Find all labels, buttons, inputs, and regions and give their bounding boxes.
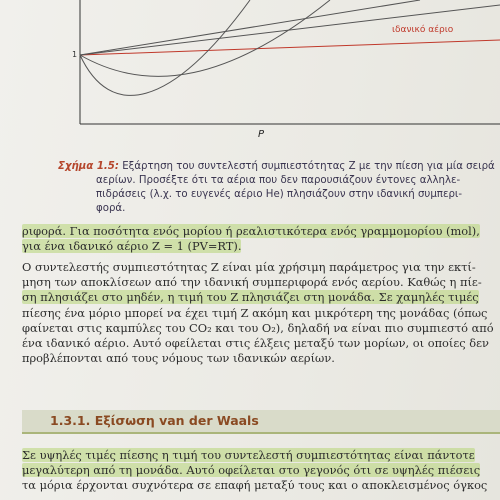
highlight: Σε υψηλές τιμές πίεσης η τιμή του συντελεστή συμπιεστότητας είναι πάντοτε	[22, 448, 475, 462]
curve-dip-deep	[80, 0, 250, 95]
text-line	[22, 239, 492, 254]
caption-line-2: αερίων. Προσέξτε ότι τα αέρια που δεν παρουσιάζουν έντονες αλληλε-	[96, 175, 461, 186]
plot-svg	[0, 0, 500, 150]
text-line: ένα ιδανικό αέριο. Αυτό οφείλεται στις έλξεις μεταξύ των μορίων, οι οποίες δεν	[22, 336, 489, 351]
text-line: Ο συντελεστής συμπιεστότητας Z είναι μία χρήσιμη παράμετρος για την εκτί-	[22, 260, 476, 274]
caption-line-1	[58, 160, 495, 174]
text-line: προβλέπονται από τους νόμους των ιδανικών αερίων.	[22, 351, 335, 366]
figure-compressibility-plot	[0, 0, 500, 150]
caption-label: Σχήμα 1.5:	[58, 161, 119, 172]
section-title: 1.3.1. Εξίσωση van der Waals	[50, 413, 259, 428]
highlight: ση πλησιάζει στο μηδέν, η τιμή του Z πλησιάζει στη μονάδα. Σε χαμηλές τιμές	[22, 290, 479, 305]
highlight: ριφορά. Για ποσότητα ενός μορίου ή ρεαλιστικότερα ενός γραμμομορίου (mol),	[22, 224, 480, 238]
text-line: πίεσης ένα μόριο μπορεί να έχει τιμή Z ακόμη και μικρότερη της μονάδας (όπως	[22, 305, 488, 320]
y-tick-one: 1	[72, 50, 78, 59]
curve-dip-small	[80, 0, 330, 76]
figure-caption	[58, 160, 495, 216]
paragraph-compressibility	[22, 260, 492, 366]
text-line	[22, 448, 492, 463]
text-line: φαίνεται στις καμπύλες του CO₂ και του O₂), δηλαδή να είναι πιο συμπιεστό από	[22, 320, 494, 335]
paragraph-ideal-gas	[22, 224, 492, 254]
curve-moderate	[80, 0, 420, 55]
caption-line-3: πιδράσεις (λ.χ. το ευγενές αέριο He) πλησιάζουν στην ιδανική συμπερι-	[96, 189, 463, 200]
text-line: τα μόρια έρχονται συχνότερα σε επαφή μεταξύ τους και ο αποκλεισμένος όγκος	[22, 478, 488, 493]
caption-text-1: Εξάρτηση του συντελεστή συμπιεστότητας Z με την πίεση για μία σειρά	[122, 161, 495, 172]
x-axis-label: P	[258, 129, 265, 140]
highlight: μεγαλύτερη από τη μονάδα. Αυτό οφείλεται στο γεγονός ότι σε υψηλές πιέσεις	[22, 463, 481, 478]
ideal-gas-label: ιδανικό αέριο	[392, 25, 454, 35]
paragraph-high-pressure	[22, 448, 492, 494]
text-line: μηση των αποκλίσεων από την ιδανική συμπεριφορά ενός αερίου. Καθώς η πίε-	[22, 275, 482, 290]
highlight: για ένα ιδανικό αέριο Z = 1 (PV=RT).	[22, 239, 242, 254]
caption-line-4: φορά.	[96, 203, 126, 214]
text-line	[22, 224, 492, 239]
text-line	[22, 463, 492, 478]
text-line	[22, 290, 492, 305]
